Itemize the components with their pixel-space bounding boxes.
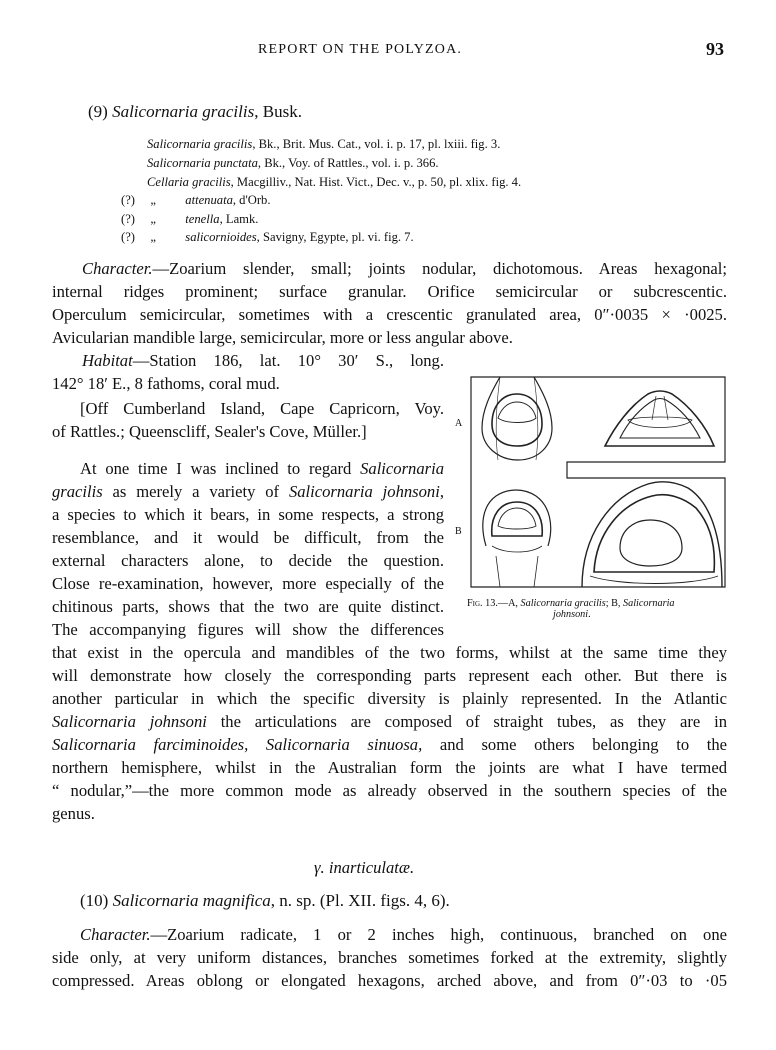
character-line [52, 304, 727, 326]
paragraph-line [52, 527, 444, 549]
paragraph-line [52, 757, 727, 779]
text-run: chitinous parts, shows that the two are quite distinct. [52, 597, 444, 616]
habitat-text: [Off Cumberland Island, Cape Capricorn, Voy. [80, 399, 444, 418]
caption-text: ; B, [605, 598, 623, 609]
character-text: compressed. Areas oblong or elongated hexagons, arched above, and from 0″·03 to ·05 [52, 971, 727, 990]
text-run: Close re-examination, however, more especially of the [52, 574, 444, 593]
text-run: the articulations are composed of straight tubes, as they are in [206, 712, 727, 731]
caption-text: . [588, 609, 591, 620]
habitat-text: —Station 186, lat. 10° 30′ S., long. [132, 351, 444, 370]
habitat-line [82, 350, 444, 372]
synonym-line [121, 230, 414, 245]
species-heading-9 [88, 101, 302, 123]
section-heading [314, 857, 414, 879]
synonym-line [121, 193, 270, 208]
synonym-query: (?) [121, 212, 135, 226]
synonym-name: tenella [185, 212, 220, 226]
text-run: and some others belonging to the [422, 735, 727, 754]
text-run: northern hemisphere, whilst in the Australian form the joints are what I have termed [52, 758, 727, 777]
paragraph-line [52, 688, 727, 710]
text-run: another particular in which the specific diversity is plainly represented. In the Atlantic [52, 689, 727, 708]
character-line [52, 970, 727, 992]
paragraph-line [52, 504, 444, 526]
synonym-query: (?) [121, 193, 135, 207]
paragraph-line [52, 619, 444, 641]
character-text: side only, at very uniform distances, branches sometimes forked at the extremity, slightly [52, 948, 727, 967]
synonym-name: Cellaria gracilis [147, 175, 231, 189]
synonym-ref: , d'Orb. [232, 193, 271, 207]
figure-label-a: A [455, 418, 463, 429]
character-line [82, 258, 727, 280]
synonym-ref: , Savigny, Egypte, pl. vi. fig. 7. [256, 230, 414, 244]
ditto-mark: „ [150, 193, 156, 207]
synonym-line [121, 212, 258, 227]
ditto-mark: „ [150, 212, 156, 226]
synonym-query: (?) [121, 230, 135, 244]
character-label: Character. [82, 259, 153, 278]
character-line [80, 924, 727, 946]
synonym-ref: , Bk., Brit. Mus. Cat., vol. i. p. 17, pl. lxiii. fig. 3. [252, 137, 501, 151]
synonym-ref: , Bk., Voy. of Rattles., vol. i. p. 366. [257, 156, 439, 170]
text-run: a species to which it bears, in some respects, a strong [52, 505, 444, 524]
habitat-label: Habitat [82, 351, 133, 370]
paragraph-line [52, 734, 727, 756]
species-reference: , n. sp. (Pl. XII. figs. 4, 6). [270, 891, 450, 910]
synonym-name: Salicornaria punctata [147, 156, 258, 170]
habitat-line [80, 398, 444, 420]
text-run: The accompanying figures will show the differences [52, 620, 444, 639]
species-name: Salicornaria magnifica [112, 891, 271, 910]
synonym-line [147, 137, 500, 152]
synonym-ref: , Macgilliv., Nat. Hist. Vict., Dec. v., p. 50, pl. xlix. fig. 4. [230, 175, 522, 189]
text-run: resemblance, and it would be difficult, from the [52, 528, 444, 547]
species-name: Salicornaria gracilis [112, 102, 255, 121]
paragraph-line [52, 550, 444, 572]
character-text: —Zoarium slender, small; joints nodular, dichotomous. Areas hexagonal; [152, 259, 727, 278]
habitat-line [52, 421, 367, 443]
taxon-italic: Salicornaria farciminoides, Salicornaria sinuosa, [52, 735, 423, 754]
section-greek: γ. [314, 858, 325, 877]
synonym-name: salicornioides [185, 230, 257, 244]
habitat-text: of Rattles.; Queenscliff, Sealer's Cove, Müller.] [52, 422, 367, 441]
paragraph-line [52, 481, 444, 503]
paragraph-line [52, 780, 727, 802]
species-heading-10 [80, 890, 450, 912]
text-run: that exist in the opercula and mandibles of the two forms, whilst at the same time they [52, 643, 727, 662]
figure-frame [471, 377, 725, 587]
character-text: Operculum semicircular, sometimes with a crescentic granulated area, 0″·0035 × ·0025. [52, 305, 727, 324]
character-text: internal ridges prominent; surface granular. Orifice semicircular or subcrescentic. [52, 282, 727, 301]
running-head: REPORT ON THE POLYZOA. [258, 42, 463, 57]
operculum-b-drawing [483, 490, 551, 587]
paragraph-line [52, 665, 727, 687]
character-text: Avicularian mandible large, semicircular, more or less angular above. [52, 328, 513, 347]
species-number: (10) [80, 891, 109, 910]
section-title: inarticulatæ. [328, 858, 415, 877]
character-line [52, 327, 513, 349]
habitat-text: 142° 18′ E., 8 fathoms, coral mud. [52, 374, 280, 393]
taxon-italic: Salicornaria johnsoni [52, 712, 207, 731]
figure-label-b: B [455, 526, 462, 537]
synonym-line [147, 175, 521, 190]
text-run: “ nodular,”—the more common mode as already observed in the southern species of the [52, 781, 727, 800]
mandible-b-drawing [582, 482, 722, 587]
paragraph-line [52, 711, 727, 733]
paragraph-line [80, 458, 444, 480]
caption-prefix: Fig. 13.—A, [467, 598, 521, 609]
synonym-name: attenuata [185, 193, 233, 207]
paragraph-line [52, 573, 444, 595]
species-number: (9) [88, 102, 108, 121]
taxon-italic: Salicornaria johnsoni [288, 482, 440, 501]
page-number: 93 [706, 39, 724, 59]
caption-taxon: Salicornaria gracilis [520, 598, 606, 609]
paragraph-line [52, 642, 727, 664]
character-line [52, 947, 727, 969]
character-text: —Zoarium radicate, 1 or 2 inches high, continuous, branched on one [150, 925, 727, 944]
figure-caption-line2 [553, 609, 591, 621]
text-run: will demonstrate how closely the corresponding parts represent each other. But there is [52, 666, 727, 685]
text-run: At one time I was inclined to regard [80, 459, 361, 478]
species-author: , Busk. [254, 102, 302, 121]
text-run: external characters alone, to decide the question. [52, 551, 444, 570]
text-run: , [439, 482, 444, 501]
synonym-line [147, 156, 439, 171]
paragraph-line [52, 803, 95, 825]
synonym-ref: , Lamk. [219, 212, 259, 226]
caption-taxon: johnsoni [553, 609, 589, 620]
ditto-mark: „ [150, 230, 156, 244]
operculum-a-drawing [482, 377, 552, 460]
text-run: genus. [52, 804, 95, 823]
synonym-name: Salicornaria gracilis [147, 137, 253, 151]
text-run: as merely a variety of [102, 482, 289, 501]
habitat-line [52, 373, 280, 395]
character-label: Character. [80, 925, 151, 944]
caption-taxon: Salicornaria [623, 598, 675, 609]
character-line [52, 281, 727, 303]
mandible-a-drawing [605, 391, 714, 446]
taxon-italic: gracilis [52, 482, 103, 501]
taxon-italic: Salicornaria [360, 459, 444, 478]
paragraph-line [52, 596, 444, 618]
figure-13 [470, 376, 726, 588]
